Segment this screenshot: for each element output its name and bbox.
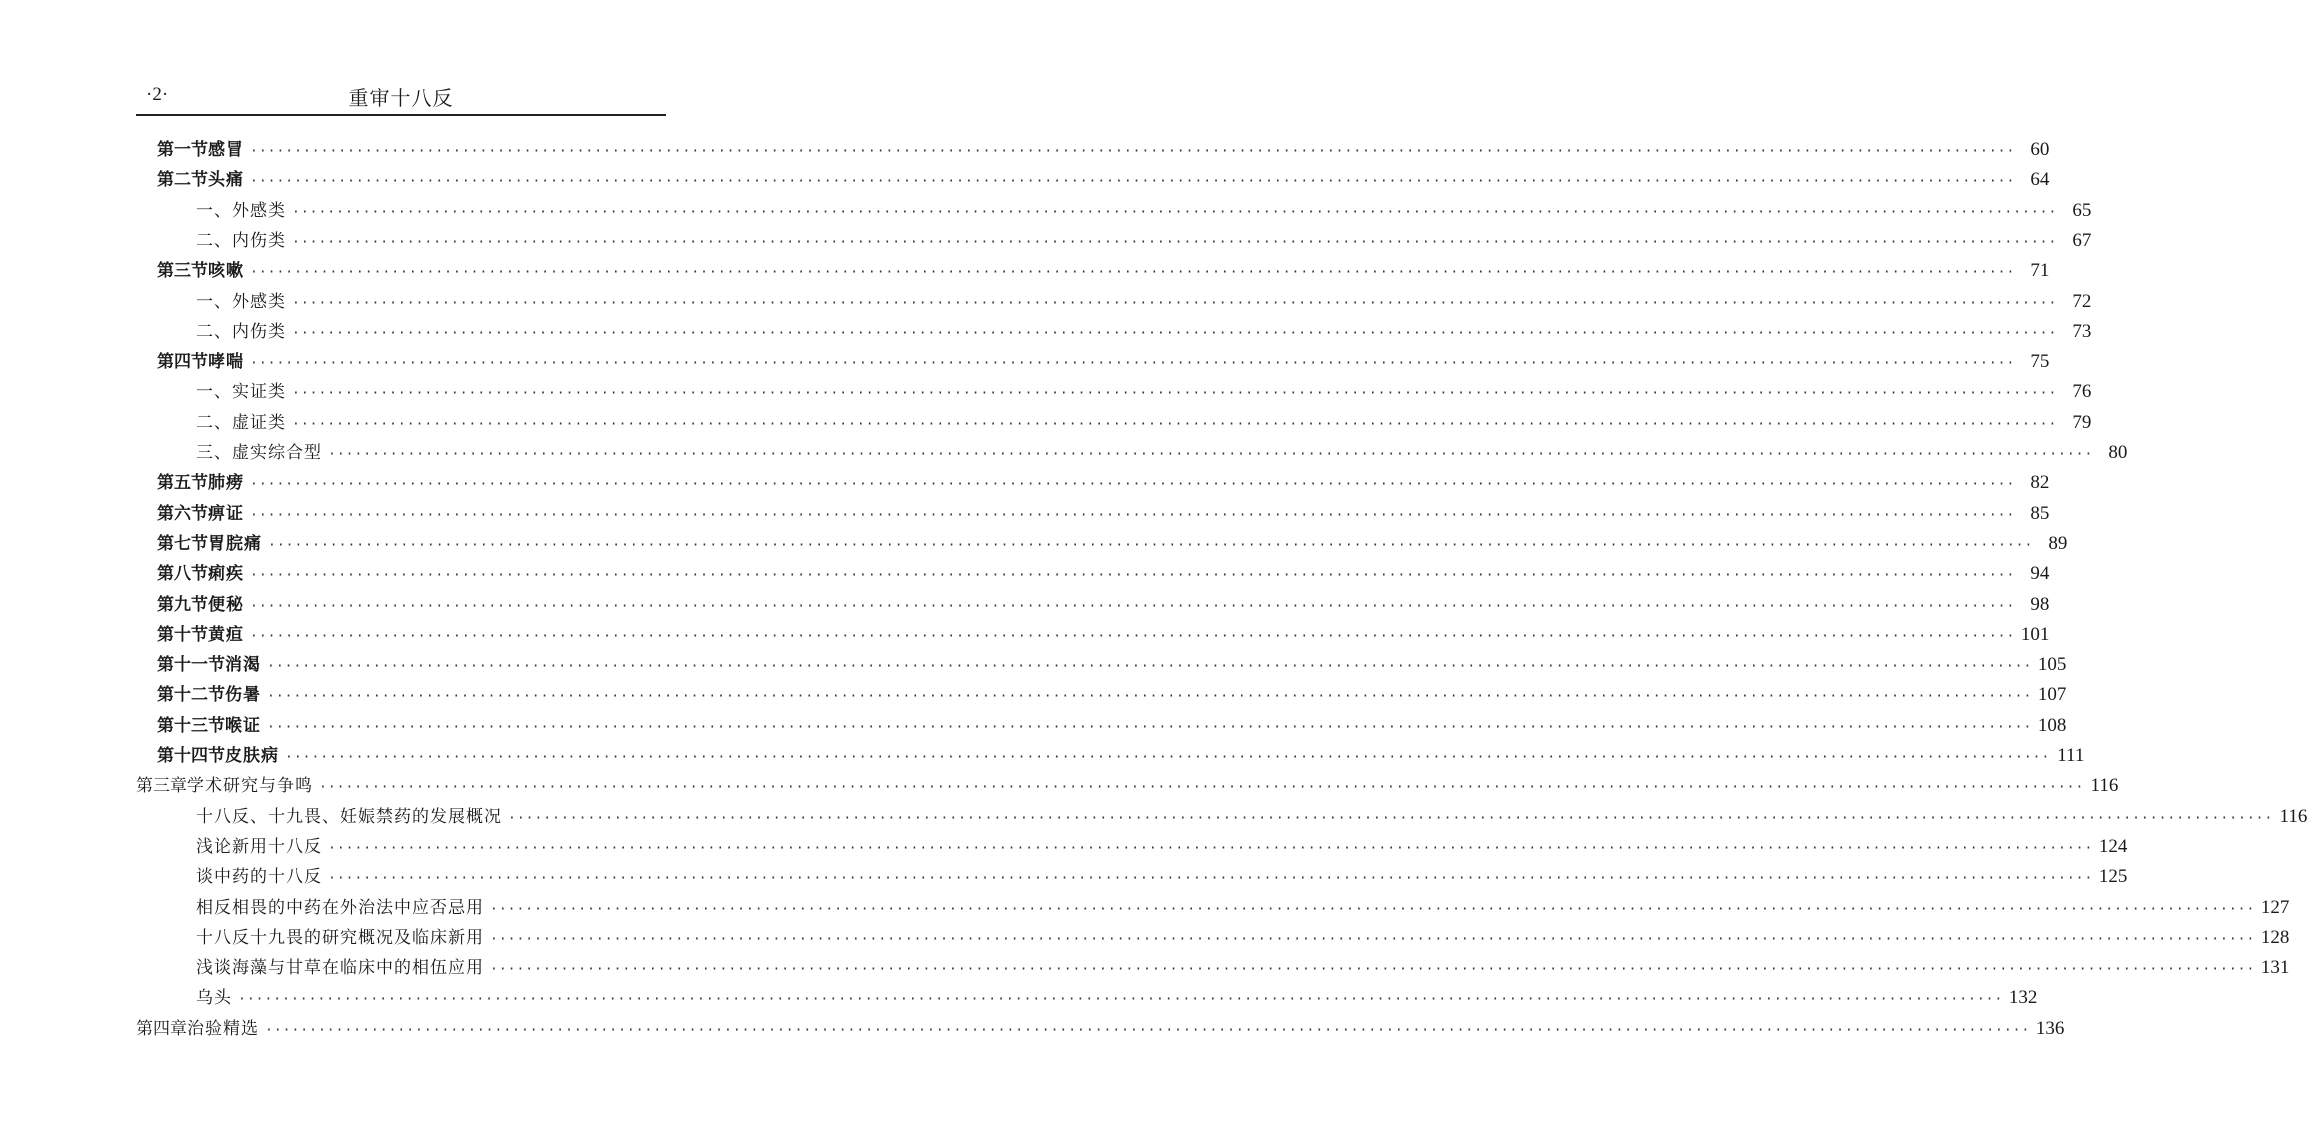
book-title: 重审十八反 [348,86,454,110]
toc-entry-page: 108 [2037,714,2067,736]
toc-entry-page: 73 [2072,320,2092,342]
page-number: ·2· [146,84,169,105]
toc-entry-page: 80 [2108,442,2128,463]
toc-entry-number: 第六节 [157,503,208,524]
dot-leader: ········································································································································································································ [250,507,2016,523]
toc-entry-title: 一、实证类 [196,382,286,403]
toc-entry-title: 伤暑 [225,685,261,706]
toc-entry-number: 第五节 [157,473,208,494]
toc-entry-title: 痢疾 [208,564,244,585]
toc-entry-page: 71 [2030,260,2050,282]
toc-entry [136,1014,2065,1044]
dot-leader: ········································································································································································································ [238,992,2004,1008]
toc-entry-number: 第九节 [157,594,208,615]
dot-leader: ········································································································································································································ [292,416,2058,432]
toc-entry-page: 85 [2030,502,2050,524]
toc-entry-page: 76 [2072,381,2092,403]
toc-entry-page: 127 [2260,896,2290,918]
toc-entry-page: 116 [2279,805,2307,827]
toc-entry-title: 浅谈海藻与甘草在临床中的相伍应用 [196,958,484,979]
dot-leader: ········································································································································································································ [490,931,2256,947]
toc-entry [196,983,2038,1013]
dot-leader: ········································································································································································································ [250,265,2016,281]
toc-entry [196,802,2307,832]
toc-entry [157,499,2050,529]
dot-leader: ········································································································································································································ [328,447,2094,462]
toc-entry-page: 124 [2098,835,2128,857]
toc-entry-page: 105 [2037,654,2067,676]
toc-entry-number: 第三章 [136,776,187,797]
toc-entry-page: 111 [2057,745,2085,766]
toc-entry-title: 感冒 [208,140,244,160]
toc-entry [157,135,2050,165]
dot-leader: ········································································································································································································ [292,295,2058,311]
toc-entry-title: 二、内伤类 [196,230,286,251]
toc-entry-number: 第十四节 [157,746,225,766]
toc-entry-number: 第三节 [157,261,208,282]
toc-entry-page: 125 [2098,866,2128,888]
toc-entry-title: 学术研究与争鸣 [187,776,313,797]
toc-entry-number: 第四节 [157,352,208,373]
toc-entry [157,680,2067,710]
toc-entry-page: 101 [2020,623,2050,645]
toc-entry-title: 便秘 [208,594,244,615]
toc-entry [196,953,2290,983]
toc-entry [196,832,2128,862]
toc-entry-title: 痹证 [208,503,244,524]
toc-entry [196,196,2092,226]
toc-entry-title: 一、外感类 [196,291,286,312]
toc-entry-number: 第十一节 [157,655,225,676]
toc-entry [157,711,2067,741]
toc-entry-title: 二、虚证类 [196,412,286,433]
toc-entry [157,529,2068,559]
toc-entry [196,862,2128,892]
dot-leader: ········································································································································································································ [250,568,2016,584]
toc-entry-title: 消渴 [225,655,261,676]
toc-entry-page: 128 [2260,926,2290,948]
toc-entry-title: 治验精选 [187,1018,259,1039]
toc-entry-title: 皮肤病 [225,746,279,766]
toc-entry [196,408,2092,438]
dot-leader: ········································································································································································································ [267,719,2033,735]
toc-entry [157,650,2067,680]
toc-entry [196,317,2092,347]
toc-entry-page: 60 [2030,139,2050,160]
toc-entry-title: 黄疸 [208,624,244,645]
dot-leader: ········································································································································································································ [250,174,2016,190]
dot-leader: ········································································································································································································ [328,871,2094,887]
toc-entry-page: 89 [2048,532,2068,554]
toc-entry-number: 第十节 [157,624,208,645]
toc-entry-page: 116 [2090,775,2119,797]
toc-entry-title: 喉证 [225,715,261,736]
toc-entry-title: 咳嗽 [208,261,244,282]
header-rule [136,114,666,116]
toc-entry-title: 二、内伤类 [196,321,286,342]
toc-entry [196,377,2092,407]
toc-entry [157,165,2050,195]
toc-entry-page: 82 [2030,472,2050,494]
toc-entry-page: 67 [2072,229,2092,251]
toc-entry-title: 胃脘痛 [208,533,262,554]
toc-entry-page: 72 [2072,290,2092,312]
toc-entry [157,256,2050,286]
dot-leader: ········································································································································································································ [292,234,2058,250]
toc-entry [157,468,2050,498]
toc-entry [157,559,2050,589]
toc-entry [196,893,2290,923]
dot-leader: ········································································································································································································ [319,780,2085,796]
toc-entry [196,923,2290,953]
toc-entry-page: 98 [2030,593,2050,615]
toc-entry-title: 哮喘 [208,352,244,373]
dot-leader: ········································································································································································································ [268,537,2034,553]
toc-entry-page: 132 [2008,987,2038,1009]
page-header [136,80,666,114]
toc-entry [157,347,2050,377]
toc-entry [136,771,2119,801]
toc-entry-page: 75 [2030,351,2050,373]
dot-leader: ········································································································································································································ [292,386,2058,402]
dot-leader: ········································································································································································································ [285,750,2051,765]
toc-entry-title: 肺痨 [208,473,244,494]
toc-entry-title: 谈中药的十八反 [196,867,322,888]
toc-entry-number: 第八节 [157,564,208,585]
toc-entry-title: 乌头 [196,988,232,1009]
toc-entry-title: 十八反、十九畏、妊娠禁药的发展概况 [196,806,502,827]
toc-entry-title: 十八反十九畏的研究概况及临床新用 [196,927,484,948]
toc-entry-page: 131 [2260,957,2290,979]
toc-entry [196,226,2092,256]
toc-entry-title: 三、虚实综合型 [196,443,322,463]
toc-entry-page: 65 [2072,199,2092,221]
toc-entry [196,287,2092,317]
toc-entry-number: 第十三节 [157,715,225,736]
toc-entry-title: 相反相畏的中药在外治法中应否忌用 [196,897,484,918]
toc-entry [196,438,2128,468]
dot-leader: ········································································································································································································ [250,628,2016,644]
toc-entry-number: 第十二节 [157,685,225,706]
toc-entry-page: 79 [2072,411,2092,433]
dot-leader: ········································································································································································································ [265,1022,2031,1038]
toc-entry [157,590,2050,620]
dot-leader: ········································································································································································································ [292,325,2058,341]
dot-leader: ········································································································································································································ [490,962,2256,978]
dot-leader: ········································································································································································································ [250,356,2016,372]
dot-leader: ········································································································································································································ [490,901,2256,917]
toc-entry-page: 136 [2035,1017,2065,1039]
toc-entry [157,741,2085,771]
toc-entry-page: 107 [2037,684,2067,706]
dot-leader: ········································································································································································································ [250,598,2016,614]
dot-leader: ········································································································································································································ [292,204,2058,220]
toc-entry-title: 一、外感类 [196,200,286,221]
dot-leader: ········································································································································································································ [508,810,2274,826]
dot-leader: ········································································································································································································ [267,659,2033,675]
toc-entry [157,620,2050,650]
toc-entry-title: 浅论新用十八反 [196,836,322,857]
toc-entry-number: 第四章 [136,1018,187,1039]
dot-leader: ········································································································································································································ [250,477,2016,493]
toc-entry-number: 第一节 [157,140,208,160]
dot-leader: ········································································································································································································ [328,840,2094,856]
toc-entry-number: 第二节 [157,170,208,191]
toc-entry-page: 64 [2030,169,2050,191]
dot-leader: ········································································································································································································ [250,144,2016,159]
toc-entry-title: 头痛 [208,170,244,191]
dot-leader: ········································································································································································································ [267,689,2033,705]
toc-entry-page: 94 [2030,563,2050,585]
toc-entry-number: 第七节 [157,533,208,554]
